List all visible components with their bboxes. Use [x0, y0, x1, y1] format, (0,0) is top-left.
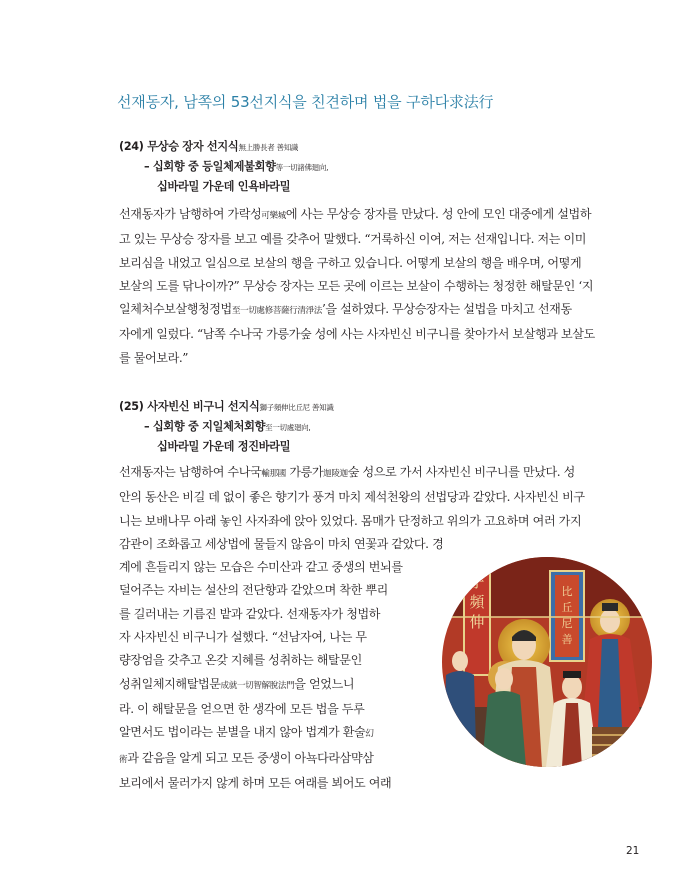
body-line: 자 사자빈신 비구니가 설했다. “선남자여, 나는 무 [119, 630, 367, 645]
body-line: 보살의 도를 닦나이까?” 무상승 장자는 모든 곳에 이르는 보살이 수행하는 청정한 해탈문인 ‘지 [119, 278, 594, 293]
body-line: 를 물어보라.” [119, 350, 189, 365]
body-line: 자에게 일렀다. “남쪽 수나국 가릉가숲 성에 사는 사자빈신 비구니를 찾아가서 보살행과 보살도 [119, 327, 595, 342]
svg-text:子: 子 [469, 573, 485, 591]
svg-text:伸: 伸 [469, 613, 485, 631]
section-24-subtitle-2: 십바라밀 가운데 인욕바라밀 [157, 180, 291, 193]
body-line: 량장엄을 갖추고 온갖 지혜를 성취하는 해탈문인 [119, 653, 362, 668]
body-line: 알면서도 법이라는 분별을 내지 않아 법계가 환술幻 [119, 725, 374, 740]
body-line: 보리에서 물러가지 않게 하며 모든 여래를 뵈어도 여래 [119, 775, 392, 790]
body-line: 니는 보배나무 아래 놓인 사자좌에 앉아 있었다. 몸매가 단정하고 위의가 고요하며 여러 가지 [119, 513, 582, 528]
body-line: 안의 동산은 비길 데 없이 좋은 향기가 풍겨 마치 제석천왕의 선법당과 같았다. 사자빈신 비구 [119, 490, 585, 505]
svg-text:比: 比 [561, 585, 573, 598]
body-line: 성취일체지해탈법문成就一切智解脫法門을 얻었느니 [119, 676, 355, 691]
body-line: 계에 흔들리지 않는 모습은 수미산과 같고 중생의 번뇌를 [119, 560, 403, 575]
svg-text:丘: 丘 [561, 601, 573, 614]
body-line: 고 있는 무상승 장자를 보고 예를 갖추어 말했다. “거룩하신 이여, 저는 선재입니다. 저는 이미 [119, 232, 587, 247]
body-line: 선재동자가 남행하여 가락성可樂城에 사는 무상승 장자를 만났다. 성 안에 모인 대중에게 설법하 [119, 207, 592, 221]
svg-text:頻: 頻 [469, 593, 485, 611]
chapter-title: 선재동자, 남쪽의 53선지식을 친견하며 법을 구하다求法行 [117, 93, 494, 111]
body-line: 보리심을 내었고 일심으로 보살의 행을 구하고 있습니다. 어떻게 보살의 행을 배우며, 어떻게 [119, 255, 582, 270]
section-25-title: (25) 사자빈신 비구니 선지식獅子頻伸比丘尼 善知識 [119, 400, 334, 413]
svg-text:尼: 尼 [561, 617, 573, 630]
body-line: 선재동자는 남행하여 수나국輸那國 가릉가迦陵迦숲 성으로 가서 사자빈신 비구니를 만났다. 성 [119, 465, 575, 479]
body-line: 를 길러내는 기름진 밭과 같았다. 선재동자가 청법하 [119, 606, 381, 621]
svg-text:善: 善 [561, 633, 573, 646]
body-line: 라. 이 해탈문을 얻으면 한 생각에 모든 법을 두루 [119, 701, 365, 716]
body-line: 감관이 조화롭고 세상법에 물들지 않음이 마치 연꽃과 같았다. 경 [119, 536, 444, 551]
body-line: 덜어주는 자비는 설산의 전단향과 같았으며 착한 뿌리 [119, 583, 388, 598]
section-24-title: (24) 무상승 장자 선지식無上勝長者 善知識 [119, 140, 299, 153]
section-25-subtitle-1: – 십회향 중 지일체처회향至一切處廻向, [144, 420, 311, 433]
section-24-body [119, 203, 643, 370]
section-24-subtitle-1: – 십회향 중 등일체제불회향等一切諸佛廻向, [144, 160, 329, 173]
buddhist-painting-illustration [442, 557, 652, 767]
body-line: 術과 같음을 알게 되고 모든 중생이 아뇩다라삼먁삼 [119, 750, 374, 765]
page-number: 21 [626, 845, 640, 857]
section-25-subtitle-2: 십바라밀 가운데 정진바라밀 [157, 440, 291, 453]
body-line: 일체처수보살행청정법至一切處修菩薩行清淨法’을 설하였다. 무상승장자는 설법을 마치고 선재동 [119, 302, 572, 317]
